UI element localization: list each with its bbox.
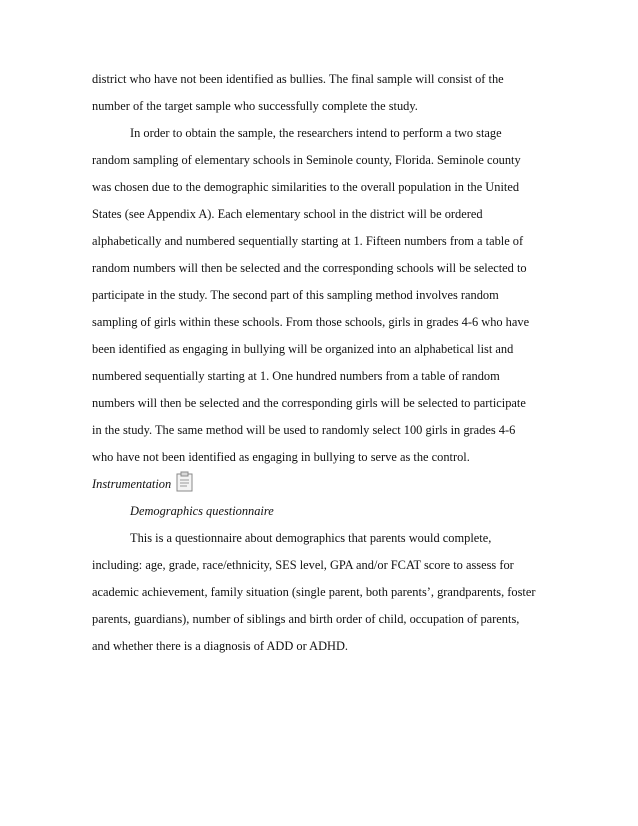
body-line-4: random sampling of elementary schools in Seminole county, Florida. Seminole county: [92, 153, 521, 167]
document-body: [92, 66, 554, 660]
body-line-7: alphabetically and numbered sequentially starting at 1. Fifteen numbers from a table of: [92, 234, 524, 248]
para2-line-5: and whether there is a diagnosis of ADD or ADHD.: [92, 639, 349, 653]
subheading-demographics: Demographics questionnaire: [130, 504, 274, 518]
body-line-8: random numbers will then be selected and the corresponding schools will be selected to: [92, 261, 527, 275]
body-line-3: In order to obtain the sample, the researchers intend to perform a two stage: [130, 126, 502, 140]
body-line-12: numbered sequentially starting at 1. One hundred numbers from a table of random: [92, 369, 500, 383]
body-line-6: States (see Appendix A). Each elementary school in the district will be ordered: [92, 207, 483, 221]
para2-line-4: parents, guardians), number of siblings and birth order of child, occupation of parents,: [92, 612, 520, 626]
para2-line-3: academic achievement, family situation (single parent, both parents’, grandparents, foster: [92, 585, 536, 599]
body-line-1: district who have not been identified as bullies. The final sample will consist of the: [92, 72, 504, 86]
heading-instrumentation: Instrumentation: [92, 477, 172, 491]
body-line-10: sampling of girls within these schools. From those schools, girls in grades 4-6 who have: [92, 315, 530, 329]
body-line-14: in the study. The same method will be used to randomly select 100 girls in grades 4-6: [92, 423, 516, 437]
sticky-note-icon[interactable]: [175, 471, 195, 493]
body-line-11: been identified as engaging in bullying will be organized into an alphabetical list and: [92, 342, 514, 356]
body-line-2: number of the target sample who successfully complete the study.: [92, 99, 418, 113]
body-line-15: who have not been identified as engaging in bullying to serve as the control.: [92, 450, 470, 464]
para2-line-2: including: age, grade, race/ethnicity, SES level, GPA and/or FCAT score to assess for: [92, 558, 514, 572]
section-heading: [92, 471, 554, 498]
body-line-5: was chosen due to the demographic similarities to the overall population in the United: [92, 180, 520, 194]
body-line-9: participate in the study. The second part of this sampling method involves random: [92, 288, 499, 302]
body-line-13: numbers will then be selected and the corresponding girls will be selected to participate: [92, 396, 526, 410]
para2-line-1: This is a questionnaire about demographics that parents would complete,: [130, 531, 492, 545]
